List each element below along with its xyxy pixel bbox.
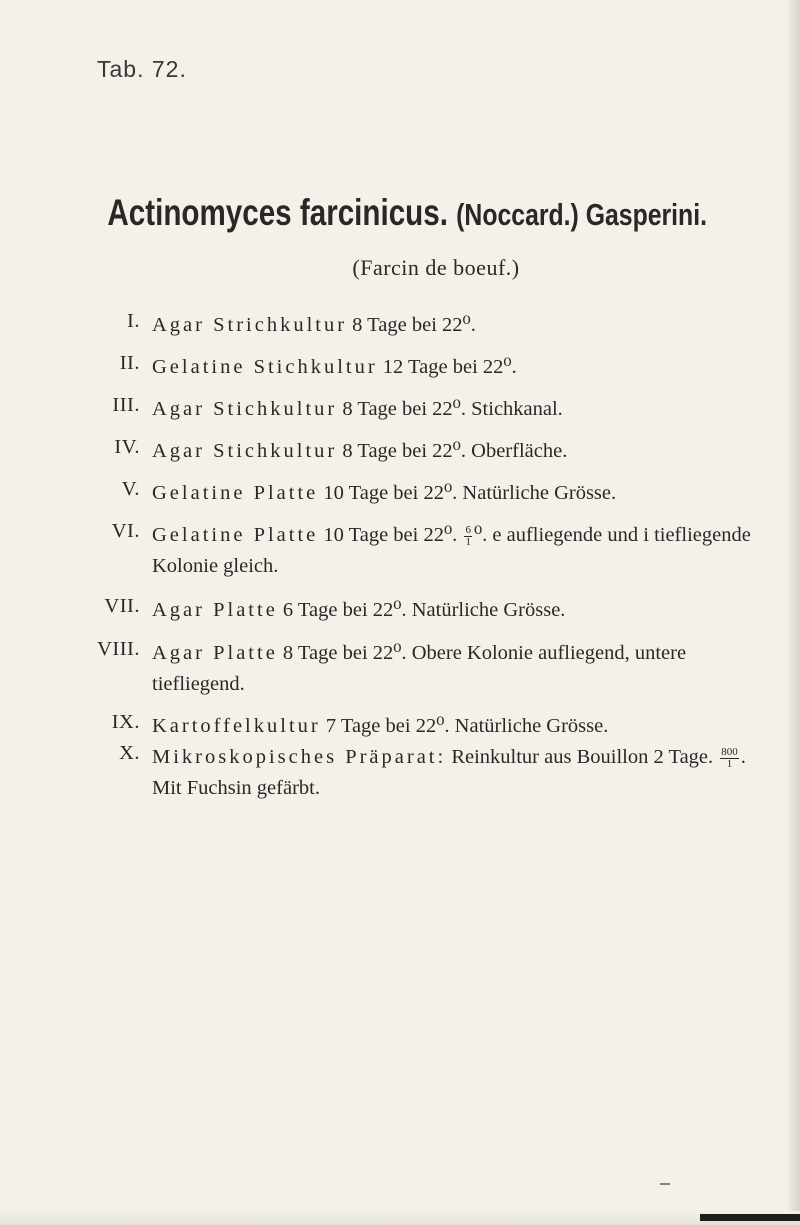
entry-text	[152, 394, 752, 425]
entry-medium: Gelatine Platte	[152, 482, 319, 504]
entry-text	[152, 436, 752, 467]
entry-details: 12 Tage bei 22⁰.	[377, 356, 517, 378]
plate-label: Tab. 72.	[97, 56, 187, 82]
entry-number: I.	[127, 310, 140, 332]
entry-number: IX.	[111, 711, 140, 733]
entry-details: 8 Tage bei 22⁰. Stichkanal.	[337, 398, 563, 420]
entry-details: Reinkultur aus Bouillon 2 Tage.	[446, 746, 714, 768]
entry-text	[152, 352, 752, 383]
entry-details-continued: . Mit Fuchsin gefärbt.	[152, 746, 746, 799]
entry-medium: Mikroskopisches Präparat:	[152, 746, 447, 768]
entry-details: 7 Tage bei 22⁰. Natürliche Grösse.	[320, 715, 609, 737]
entry-medium: Agar Platte	[152, 642, 278, 664]
magnification-fraction	[720, 747, 739, 770]
entry-text	[152, 520, 752, 582]
entry-number: VIII.	[97, 638, 140, 660]
entry-details: 10 Tage bei 22⁰.	[318, 524, 458, 546]
magnification-denominator: 1	[726, 757, 733, 770]
entry-medium: Agar Platte	[152, 599, 278, 621]
entry-number: II.	[119, 352, 140, 374]
magnification-numerator: 800	[721, 745, 738, 758]
page-title	[87, 192, 727, 234]
species-name: Actinomyces farcinicus.	[107, 192, 448, 233]
entry-details: 8 Tage bei 22⁰. Oberfläche.	[337, 440, 568, 462]
magnification-fraction	[464, 525, 472, 548]
entry-text	[152, 310, 752, 341]
page-subtitle: (Farcin de boeuf.)	[352, 255, 520, 280]
entry-medium: Agar Stichkultur	[152, 398, 338, 420]
entry-text	[152, 711, 752, 742]
binding-bar	[700, 1214, 800, 1221]
entry-medium: Gelatine Platte	[152, 524, 319, 546]
entry-details: 6 Tage bei 22⁰. Natürliche Grösse.	[277, 599, 566, 621]
entry-text	[152, 595, 752, 626]
entry-text	[152, 638, 752, 700]
entry-details: 8 Tage bei 22⁰. Obere Kolonie aufliegend, untere tiefliegend.	[152, 642, 687, 695]
entry-number: IV.	[114, 436, 140, 458]
entry-number: V.	[121, 478, 140, 500]
entry-text	[152, 742, 752, 804]
entry-medium: Agar Strichkultur	[152, 314, 348, 336]
magnification-denominator: 1	[465, 535, 471, 548]
entry-number: III.	[112, 394, 140, 416]
entry-details: 10 Tage bei 22⁰. Natürliche Grösse.	[318, 482, 617, 504]
stray-mark	[660, 1183, 670, 1185]
entry-number: VII.	[104, 595, 140, 617]
entry-number: X.	[119, 742, 140, 764]
page-bottom-edge	[0, 1211, 800, 1225]
entry-details-continued: ⁰. e aufliegende und i tiefliegende Kolonie gleich.	[152, 524, 751, 577]
entry-number: VI.	[111, 520, 140, 542]
entry-details: 8 Tage bei 22⁰.	[347, 314, 476, 336]
magnification-numerator: 6	[465, 523, 471, 536]
entry-medium: Agar Stichkultur	[152, 440, 338, 462]
entry-medium: Gelatine Stichkultur	[152, 356, 378, 378]
entry-medium: Kartoffelkultur	[152, 715, 321, 737]
species-authors: (Noccard.) Gasperini.	[456, 197, 707, 232]
entry-text	[152, 478, 752, 509]
page-edge-shadow	[786, 0, 800, 1225]
